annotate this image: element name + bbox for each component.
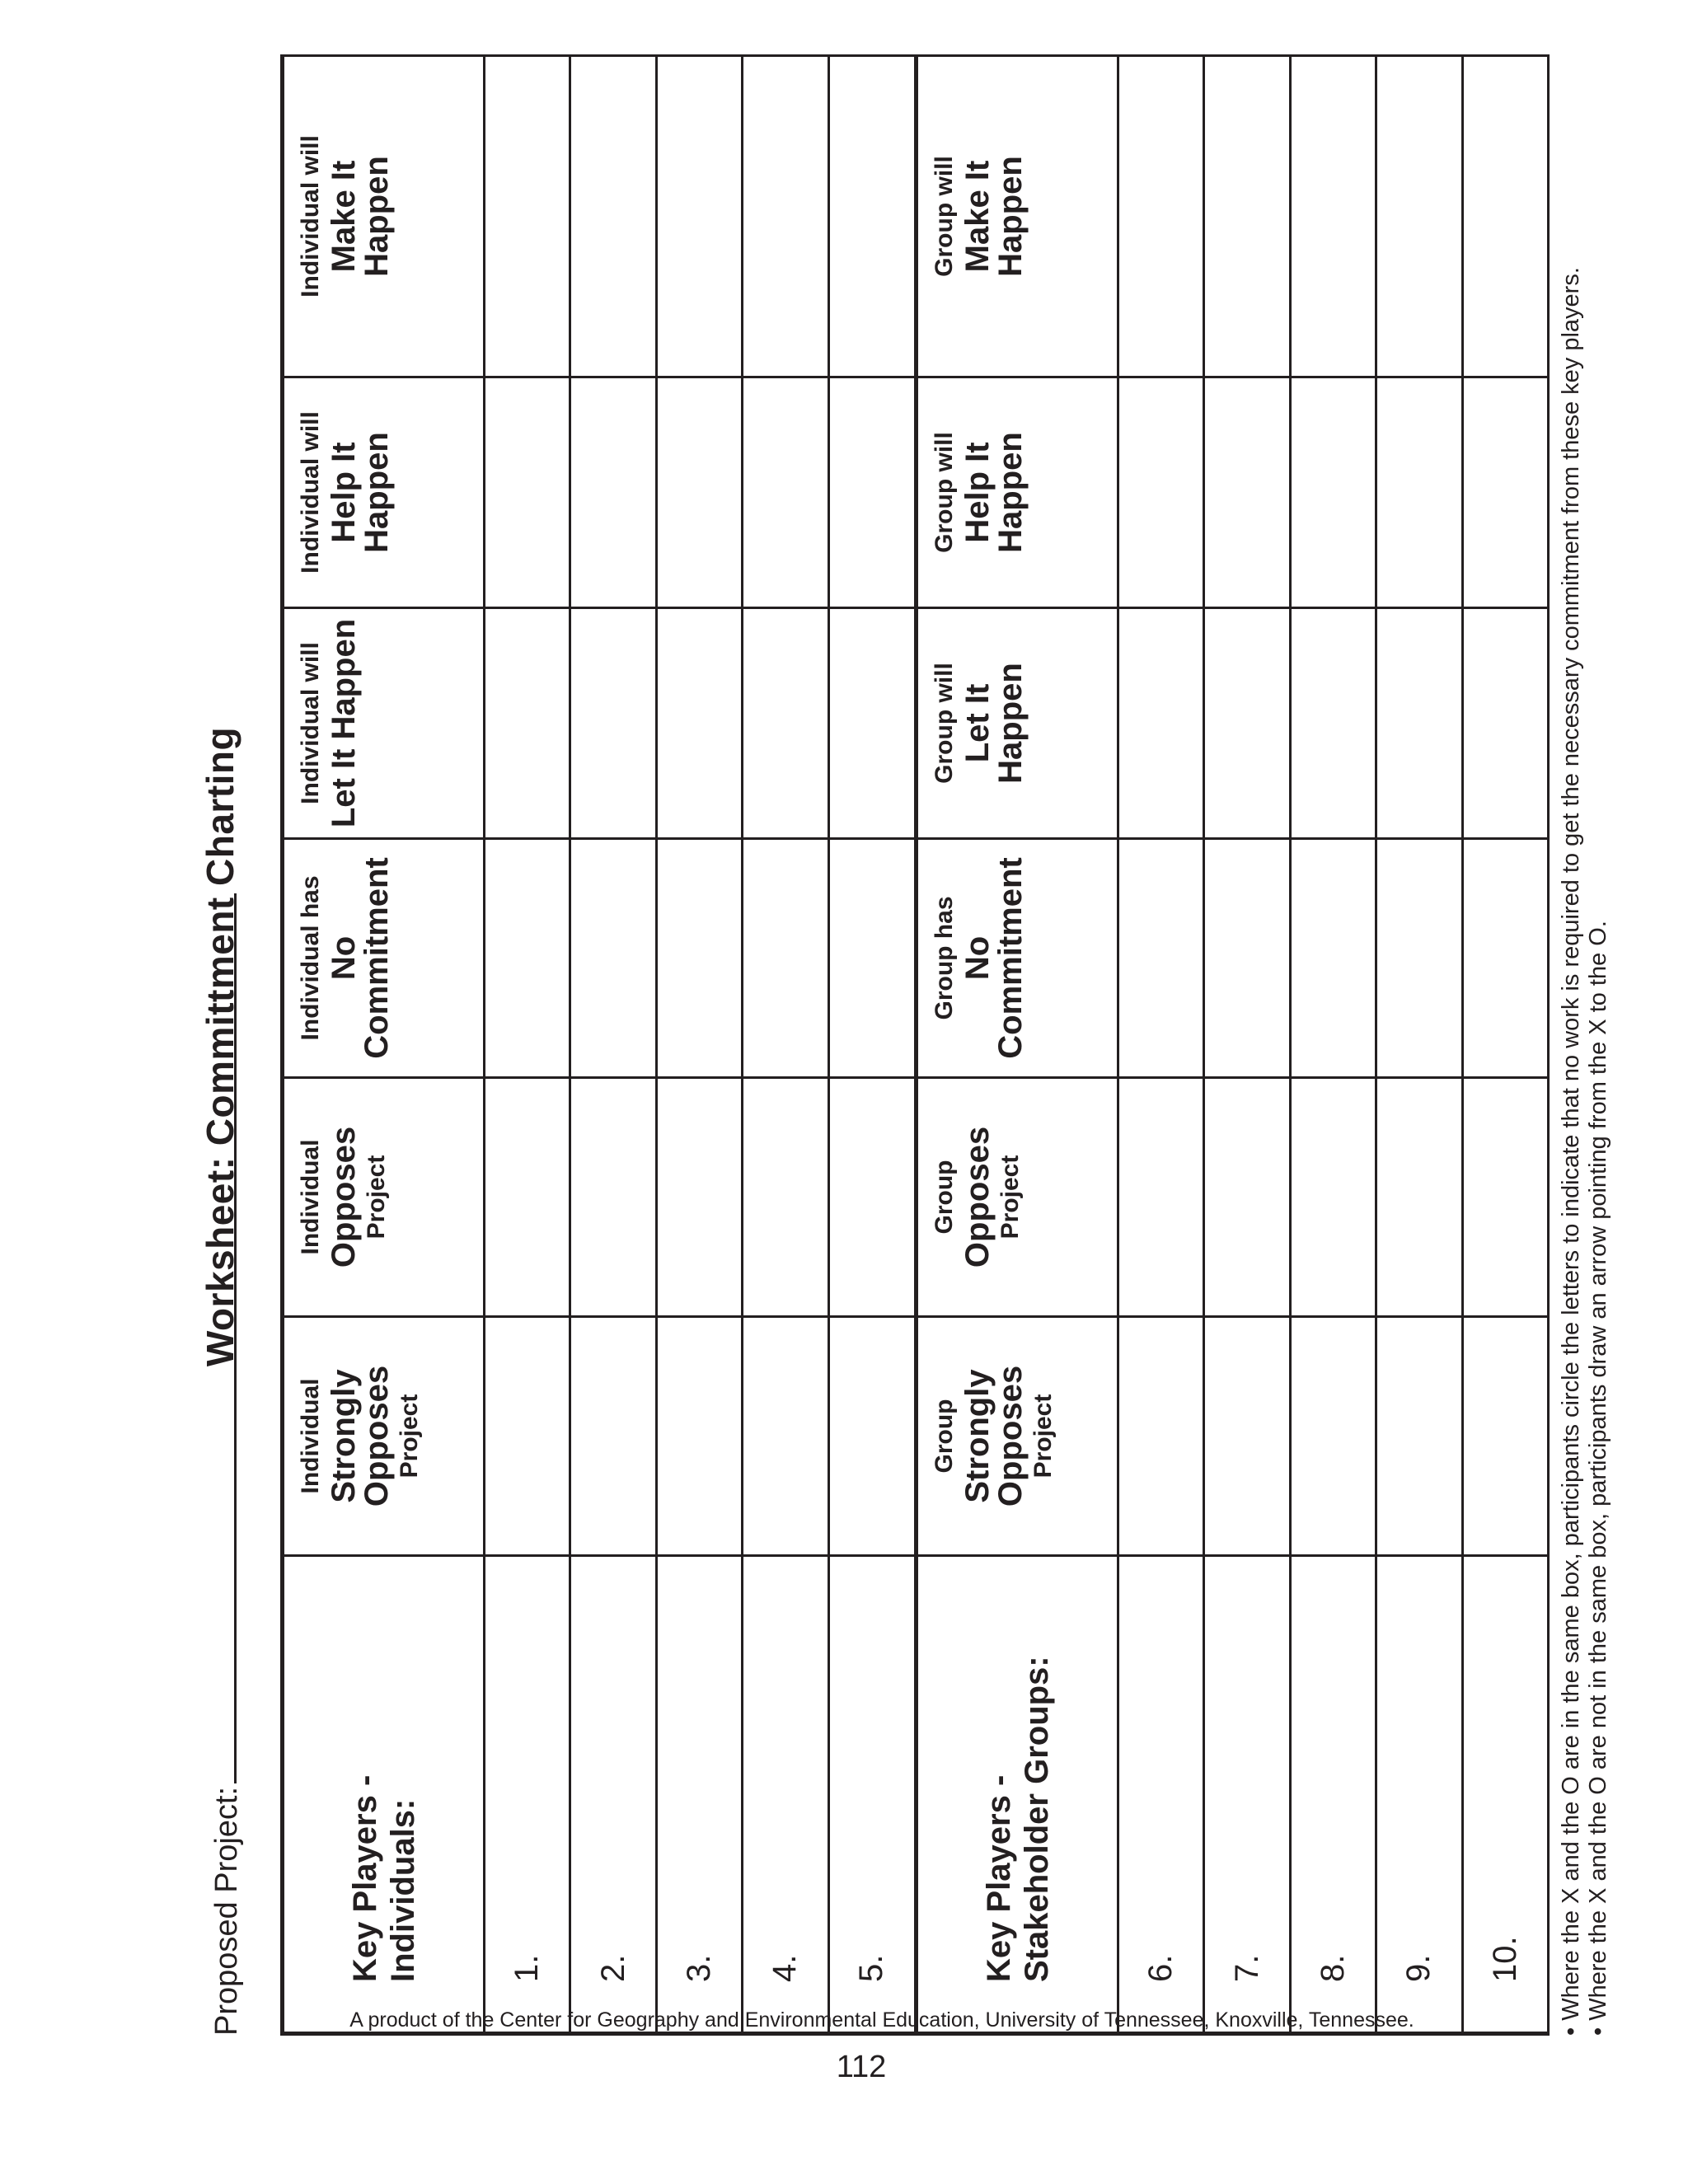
column-heading-line: Happen [992,432,1029,553]
column-heading-line: Opposes [359,1365,395,1507]
proposed-project-blank[interactable] [206,893,237,1783]
commitment-cell[interactable] [1290,608,1376,839]
column-heading-line: Make It [959,160,996,273]
column-heading [283,56,485,377]
commitment-cell[interactable] [570,839,656,1078]
commitment-cell[interactable] [485,839,570,1078]
commitment-cell[interactable] [1290,839,1376,1078]
row-number: 2. [570,1556,656,2034]
row-number: 6. [1118,1556,1204,2034]
commitment-cell[interactable] [1204,56,1290,377]
commitment-cell[interactable] [485,56,570,377]
row-number: 3. [656,1556,742,2034]
commitment-cell[interactable] [1462,608,1548,839]
commitment-cell[interactable] [1376,1317,1462,1556]
worksheet-sheet [198,58,1611,2036]
column-heading-line: Project [363,1155,390,1240]
commitment-cell[interactable] [1204,608,1290,839]
row-number: 7. [1204,1556,1290,2034]
commitment-cell[interactable] [485,608,570,839]
column-heading-line: Individual will [297,411,324,574]
column-heading-line: Project [1029,1394,1057,1479]
commitment-cell[interactable] [656,56,742,377]
commitment-cell[interactable] [1462,377,1548,608]
table-row [828,56,917,2034]
column-heading-line: Commitment [992,857,1029,1059]
row-number: 1. [485,1556,570,2034]
column-heading-line: Commitment [359,857,395,1059]
instructions [1558,58,1612,2036]
column-heading [283,1317,485,1556]
commitment-cell[interactable] [1462,1078,1548,1317]
column-heading-line: Strongly [326,1369,362,1503]
commitment-cell[interactable] [1376,56,1462,377]
column-heading [917,608,1118,839]
column-heading-line: Opposes [326,1126,362,1268]
column-heading-line: Help It [959,442,996,543]
column-heading-line: Group will [931,156,959,277]
commitment-cell[interactable] [1118,839,1204,1078]
commitment-cell[interactable] [1376,608,1462,839]
commitment-cell[interactable] [828,1317,917,1556]
commitment-cell[interactable] [1118,56,1204,377]
commitment-cell[interactable] [743,839,828,1078]
column-heading-line: Happen [359,432,395,553]
column-heading-line: Project [396,1394,423,1479]
row-number: 8. [1290,1556,1376,2034]
row-number: 4. [743,1556,828,2034]
table-row [1376,56,1462,2034]
commitment-cell[interactable] [570,1317,656,1556]
table-row [1118,56,1204,2034]
commitment-cell[interactable] [570,377,656,608]
table-row [1204,56,1290,2034]
column-heading [283,1078,485,1317]
commitment-cell[interactable] [656,608,742,839]
column-heading [917,1317,1118,1556]
commitment-cell[interactable] [1376,839,1462,1078]
commitment-cell[interactable] [1118,608,1204,839]
commitment-cell[interactable] [828,377,917,608]
column-heading-line: Individual has [297,875,324,1041]
commitment-cell[interactable] [570,56,656,377]
row-number: 9. [1376,1556,1462,2034]
commitment-cell[interactable] [828,608,917,839]
commitment-cell[interactable] [485,1078,570,1317]
column-heading [283,608,485,839]
column-heading-line: Project [996,1155,1025,1240]
table-row [1290,56,1376,2034]
table-row [1462,56,1548,2034]
commitment-cell[interactable] [485,1317,570,1556]
commitment-cell[interactable] [1204,377,1290,608]
key-players-heading-line: Individuals: [384,1798,421,1982]
commitment-cell[interactable] [656,1078,742,1317]
commitment-cell[interactable] [1462,839,1548,1078]
credit-line: A product of the Center for Geography and Environmental Education, University of Tennessee, Knoxville, Tennessee. [349,2008,1414,2032]
commitment-cell[interactable] [743,608,828,839]
commitment-cell[interactable] [656,377,742,608]
commitment-cell[interactable] [1376,1078,1462,1317]
page-title: Worksheet: Committment Charting [199,726,241,1367]
column-heading [917,377,1118,608]
commitment-cell[interactable] [828,56,917,377]
column-heading-line: Group will [931,663,959,784]
column-heading-line: Individual will [297,642,324,804]
commitment-cell[interactable] [828,839,917,1078]
commitment-cell[interactable] [1290,377,1376,608]
page-number: 112 [836,2050,887,2084]
row-number: 10. [1462,1556,1548,2034]
commitment-cell[interactable] [1376,377,1462,608]
commitment-cell[interactable] [1204,1317,1290,1556]
column-heading-line: Group [931,1160,959,1235]
key-players-heading-line: Key Players - [980,1774,1017,1982]
column-heading-line: Group will [931,432,959,553]
commitment-cell[interactable] [1290,1317,1376,1556]
commitment-cell[interactable] [828,1078,917,1317]
instruction-line: • Where the X and the O are not in the same box, participants draw an arrow pointing from the X to the O. [1585,921,1611,2036]
column-heading-line: Group has [931,896,959,1020]
table-row [743,56,828,2034]
key-players-heading-line: Stakeholder Groups: [1018,1656,1055,1982]
commitment-cell[interactable] [743,377,828,608]
column-heading-line: No [326,935,362,981]
commitment-cell[interactable] [743,1078,828,1317]
proposed-project-label: Proposed Project: [209,1786,244,2036]
column-heading-line: Individual will [297,135,324,298]
table-row [656,56,742,2034]
column-heading-line: Make It [326,160,362,273]
commitment-cell[interactable] [1204,1078,1290,1317]
column-heading [283,377,485,608]
column-heading-line: Opposes [992,1365,1029,1507]
header-row [283,56,485,2034]
commitment-cell[interactable] [1462,1317,1548,1556]
proposed-project-field [206,893,245,2036]
column-heading-line: Individual [297,1378,324,1494]
commitment-cell[interactable] [656,839,742,1078]
column-heading [917,56,1118,377]
column-heading-line: Opposes [959,1126,996,1268]
commitment-cell[interactable] [743,1317,828,1556]
commitment-cell[interactable] [1118,377,1204,608]
instruction-line: • Where the X and the O are in the same box, participants circle the letters to indicate that no work is required to get the necessary commitment from these key players. [1558,267,1584,2036]
column-heading-line: Happen [992,663,1029,784]
row-number: 5. [828,1556,917,2034]
column-heading-line: Happen [992,156,1029,277]
commitment-cell[interactable] [1204,839,1290,1078]
table-row [485,56,570,2034]
column-heading-line: Happen [359,156,395,277]
commitment-cell[interactable] [1462,56,1548,377]
key-players-heading [283,1556,485,2034]
commitment-cell[interactable] [1118,1317,1204,1556]
table-row [570,56,656,2034]
column-heading-line: Help It [326,442,362,543]
column-heading-line: Individual [297,1139,324,1255]
commitment-cell[interactable] [570,608,656,839]
commitment-cell[interactable] [656,1317,742,1556]
key-players-heading [917,1556,1118,2034]
column-heading-line: Group [931,1399,959,1474]
commitment-cell[interactable] [743,56,828,377]
commitment-cell[interactable] [485,377,570,608]
header-row [917,56,1118,2034]
column-heading-line: Let It Happen [326,618,362,828]
commitment-cell[interactable] [570,1078,656,1317]
commitment-cell[interactable] [1118,1078,1204,1317]
commitment-chart-table [280,54,1550,2036]
column-heading [283,839,485,1078]
commitment-cell[interactable] [1290,1078,1376,1317]
column-heading [917,1078,1118,1317]
column-heading-line: No [959,935,996,981]
column-heading-line: Let It [959,683,996,763]
column-heading-line: Strongly [959,1369,996,1503]
key-players-heading-line: Key Players - [346,1774,383,1982]
commitment-cell[interactable] [1290,56,1376,377]
column-heading [917,839,1118,1078]
